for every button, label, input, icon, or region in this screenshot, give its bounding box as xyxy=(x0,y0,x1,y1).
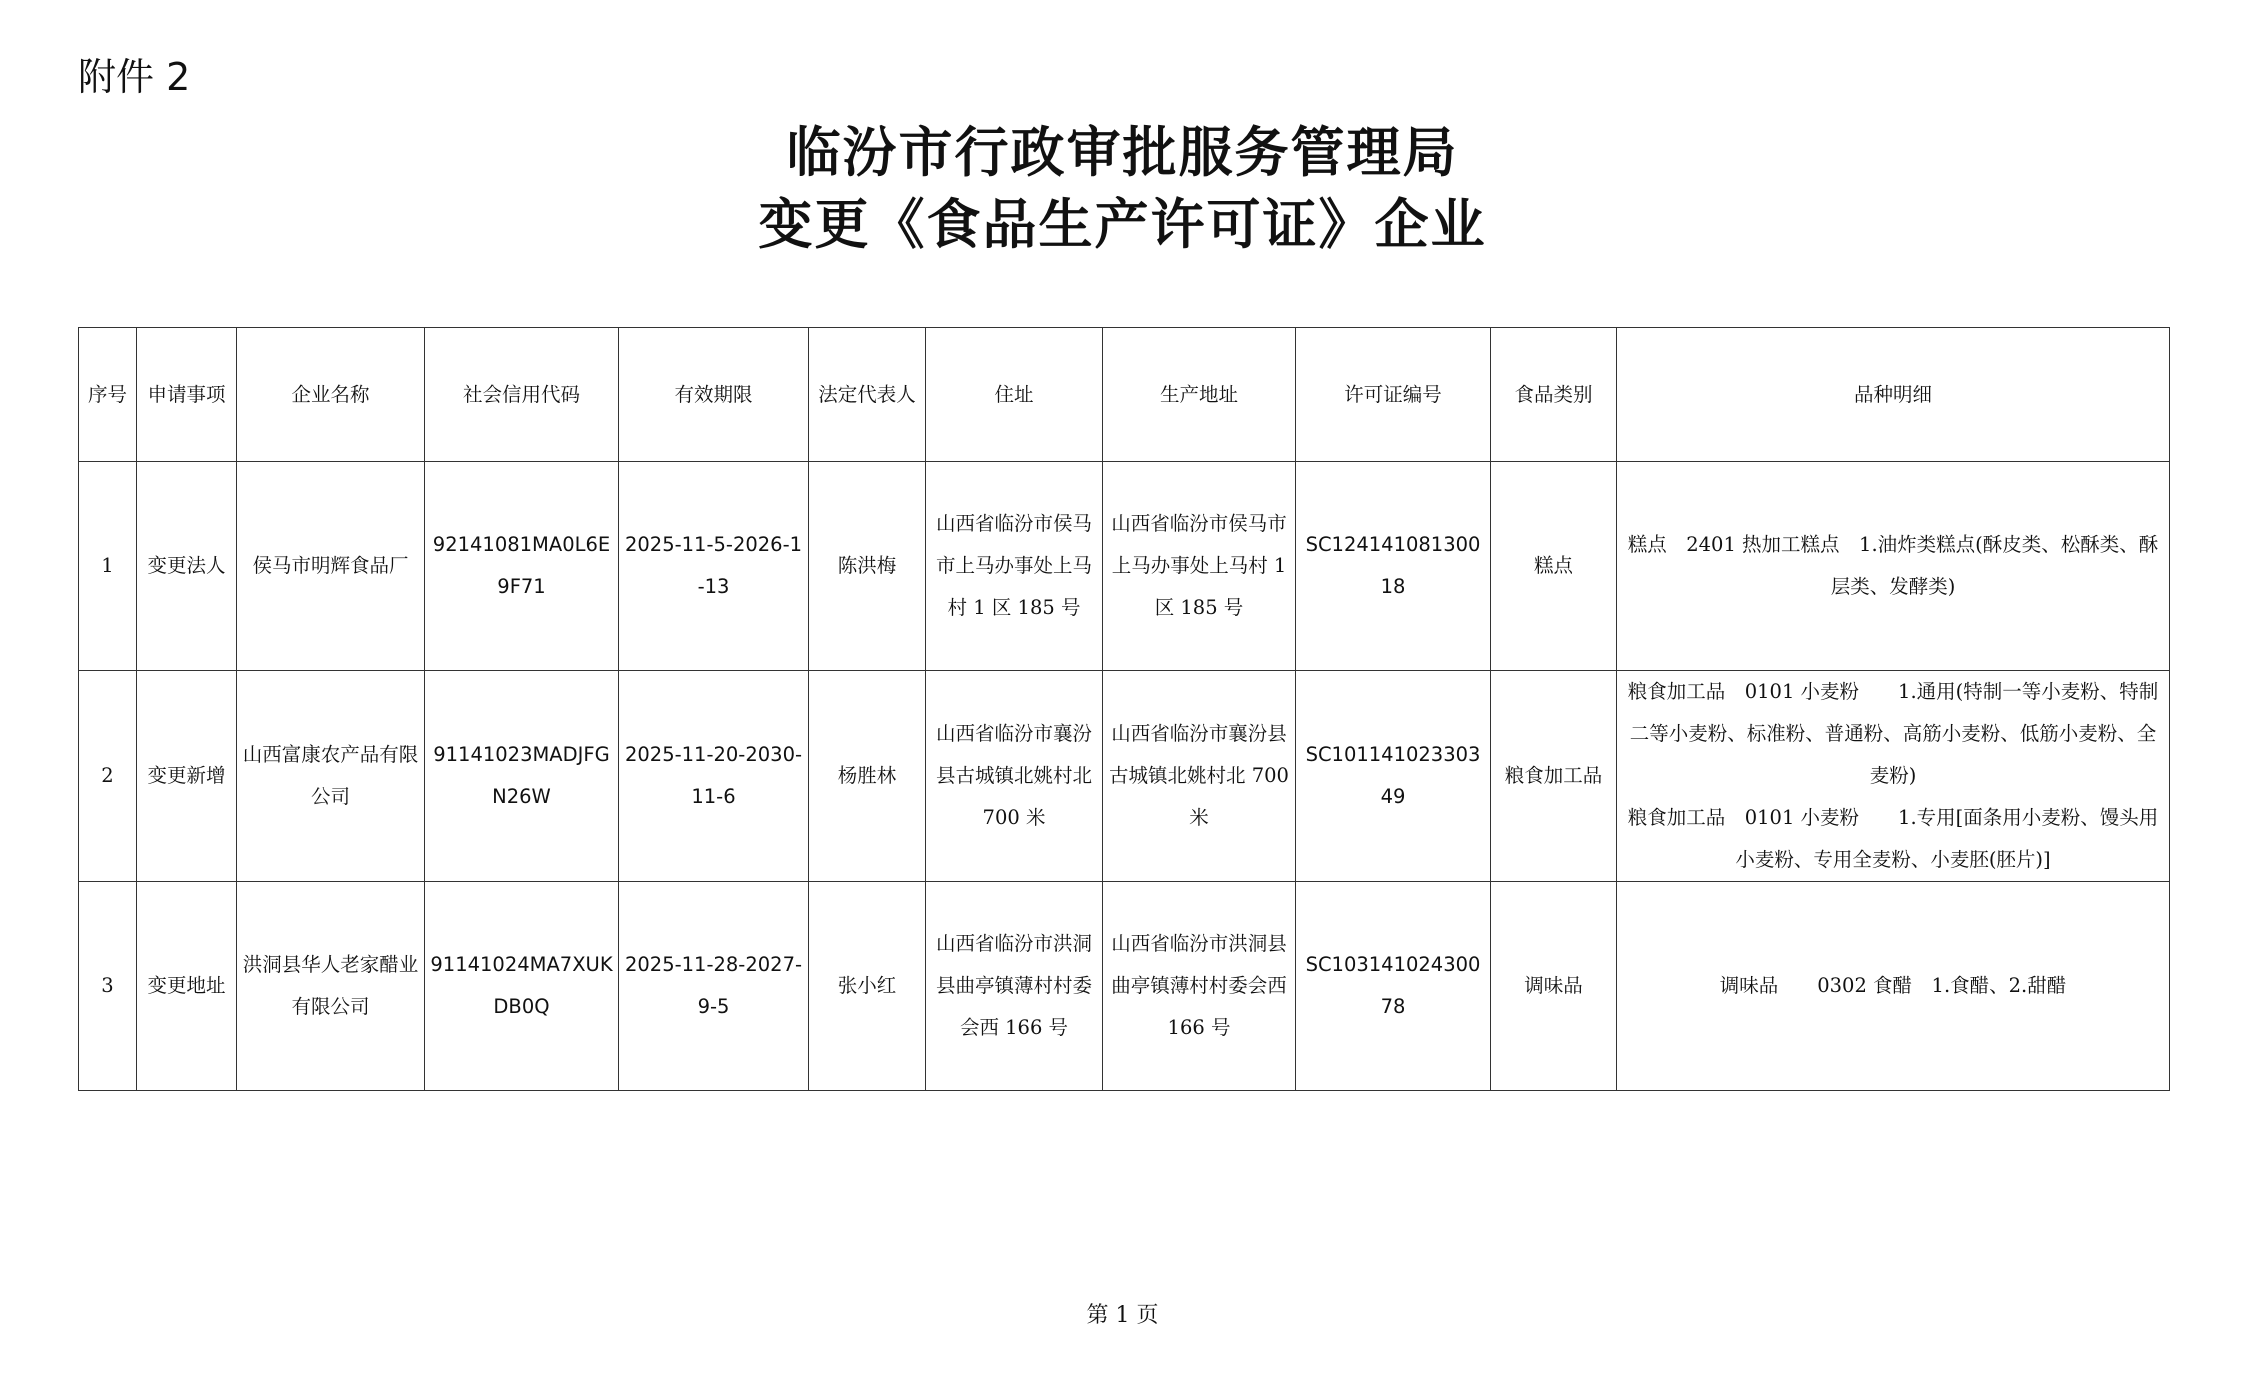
cell-validity: 2025-11-5-2026-1-13 xyxy=(619,462,809,671)
page-number: 第 1 页 xyxy=(1086,1303,1159,1328)
cell-category: 调味品 xyxy=(1491,882,1617,1091)
cell-address: 山西省临汾市洪洞县曲亭镇薄村村委会西 166 号 xyxy=(926,882,1103,1091)
cell-detail xyxy=(1617,462,2170,671)
detail-line: 粮食加工品 0101 小麦粉 1.通用(特制一等小麦粉、特制二等小麦粉、标准粉、普通粉、高筋小麦粉、低筋小麦粉、全麦粉) xyxy=(1627,680,2159,787)
header-name: 企业名称 xyxy=(237,328,425,462)
cell-address: 山西省临汾市侯马市上马办事处上马村 1 区 185 号 xyxy=(926,462,1103,671)
cell-license: SC10314102430078 xyxy=(1296,882,1491,1091)
header-item: 申请事项 xyxy=(137,328,237,462)
cell-seq: 3 xyxy=(79,882,137,1091)
cell-credit: 91141024MA7XUKDB0Q xyxy=(425,882,619,1091)
header-rep: 法定代表人 xyxy=(809,328,926,462)
header-prod-address: 生产地址 xyxy=(1103,328,1296,462)
header-address: 住址 xyxy=(926,328,1103,462)
cell-category: 糕点 xyxy=(1491,462,1617,671)
attachment-label: 附件 2 xyxy=(78,55,191,99)
page-title: 临汾市行政审批服务管理局 xyxy=(786,121,1459,184)
cell-detail xyxy=(1617,671,2170,882)
cell-name: 侯马市明辉食品厂 xyxy=(237,462,425,671)
header-license: 许可证编号 xyxy=(1296,328,1491,462)
header-category: 食品类别 xyxy=(1491,328,1617,462)
cell-address: 山西省临汾市襄汾县古城镇北姚村北 700 米 xyxy=(926,671,1103,882)
detail-line: 糕点 2401 热加工糕点 1.油炸类糕点(酥皮类、松酥类、酥层类、发酵类) xyxy=(1627,533,2159,598)
cell-seq: 2 xyxy=(79,671,137,882)
cell-item: 变更地址 xyxy=(137,882,237,1091)
detail-line: 调味品 0302 食醋 1.食醋、2.甜醋 xyxy=(1719,974,2067,997)
cell-license: SC12414108130018 xyxy=(1296,462,1491,671)
header-seq: 序号 xyxy=(79,328,137,462)
cell-rep: 陈洪梅 xyxy=(809,462,926,671)
cell-validity: 2025-11-28-2027-9-5 xyxy=(619,882,809,1091)
page-subtitle: 变更《食品生产许可证》企业 xyxy=(758,193,1487,256)
cell-name: 洪洞县华人老家醋业有限公司 xyxy=(237,882,425,1091)
cell-item: 变更新增 xyxy=(137,671,237,882)
table-header-row xyxy=(79,328,2170,462)
table-row xyxy=(79,882,2170,1091)
cell-validity: 2025-11-20-2030-11-6 xyxy=(619,671,809,882)
cell-category: 粮食加工品 xyxy=(1491,671,1617,882)
cell-item: 变更法人 xyxy=(137,462,237,671)
cell-rep: 杨胜林 xyxy=(809,671,926,882)
cell-license: SC10114102330349 xyxy=(1296,671,1491,882)
cell-rep: 张小红 xyxy=(809,882,926,1091)
cell-detail xyxy=(1617,882,2170,1091)
cell-name: 山西富康农产品有限公司 xyxy=(237,671,425,882)
cell-prod-address: 山西省临汾市侯马市上马办事处上马村 1 区 185 号 xyxy=(1103,462,1296,671)
detail-line: 粮食加工品 0101 小麦粉 1.专用[面条用小麦粉、馒头用小麦粉、专用全麦粉、小麦胚(胚片)] xyxy=(1627,806,2159,871)
cell-credit: 91141023MADJFGN26W xyxy=(425,671,619,882)
enterprise-table xyxy=(78,327,2170,1091)
cell-credit: 92141081MA0L6E9F71 xyxy=(425,462,619,671)
table-row xyxy=(79,671,2170,882)
header-detail: 品种明细 xyxy=(1617,328,2170,462)
cell-prod-address: 山西省临汾市洪洞县曲亭镇薄村村委会西 166 号 xyxy=(1103,882,1296,1091)
header-validity: 有效期限 xyxy=(619,328,809,462)
table-row xyxy=(79,462,2170,671)
header-credit: 社会信用代码 xyxy=(425,328,619,462)
cell-prod-address: 山西省临汾市襄汾县古城镇北姚村北 700 米 xyxy=(1103,671,1296,882)
cell-seq: 1 xyxy=(79,462,137,671)
